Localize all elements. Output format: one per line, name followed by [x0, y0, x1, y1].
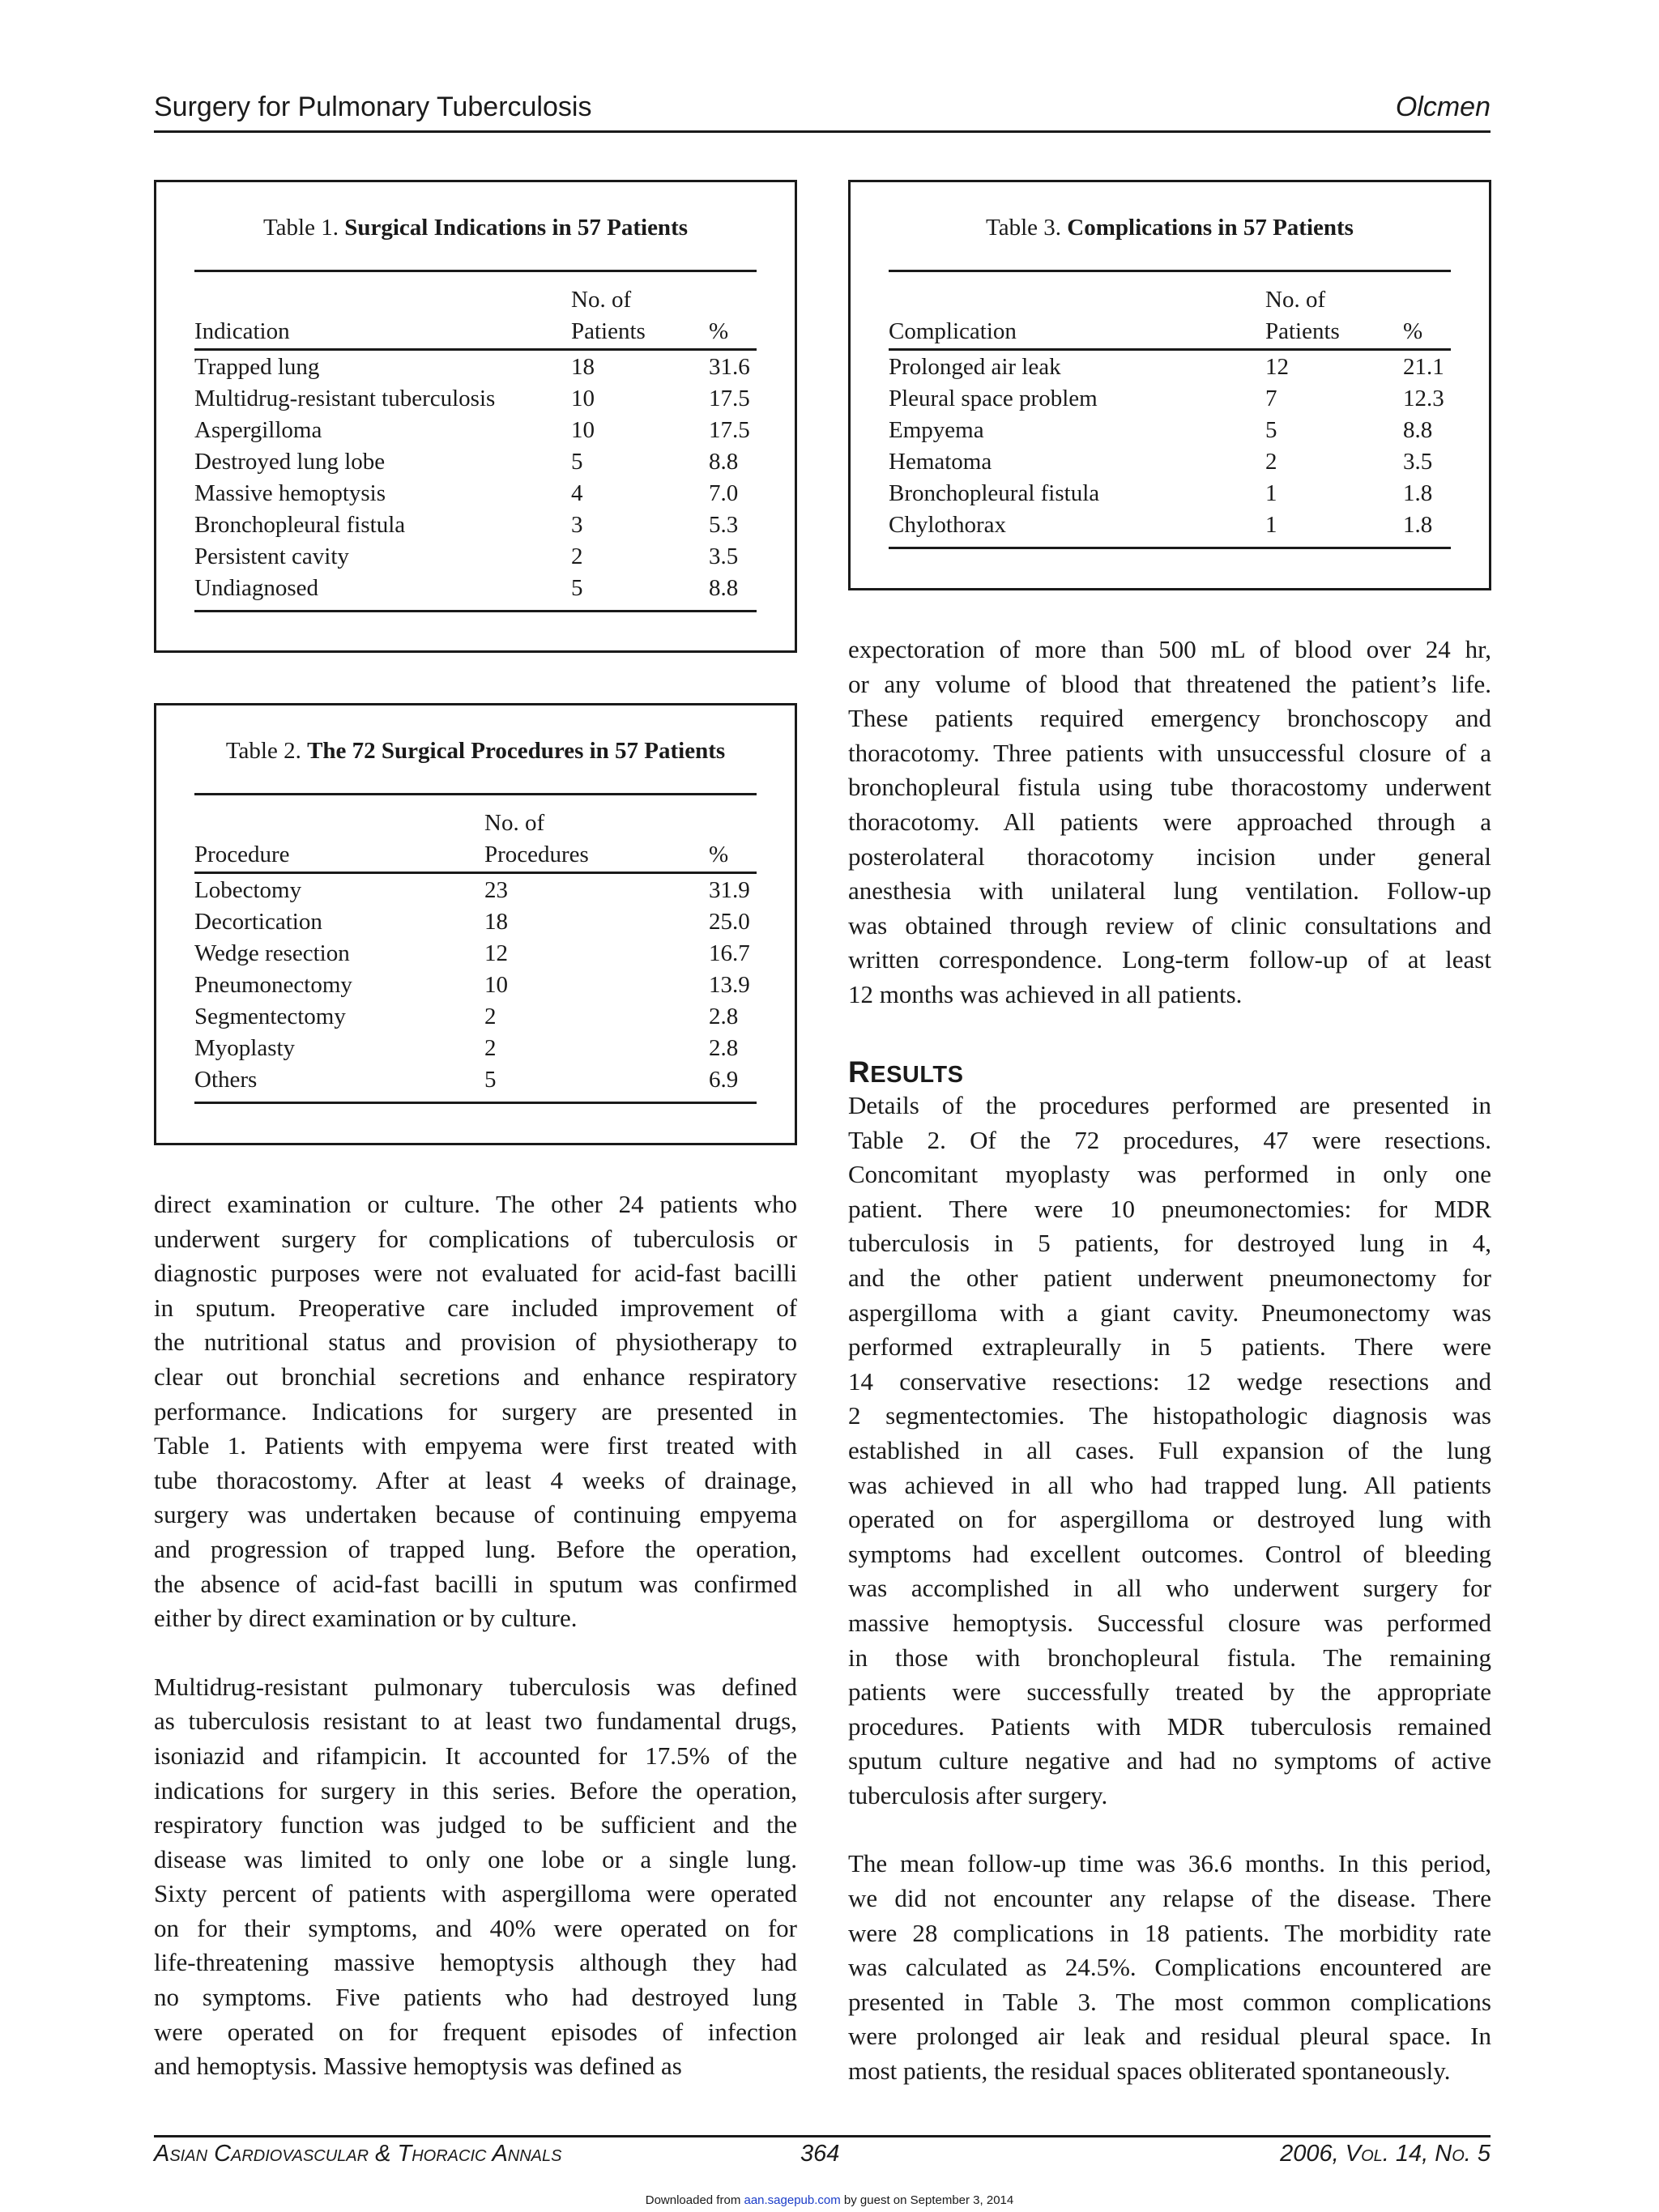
row-label: Aspergilloma — [194, 417, 322, 443]
row-percent: 3.5 — [1403, 449, 1433, 475]
row-percent: 8.8 — [1403, 417, 1433, 443]
text-line: indications for surgery in this series. Before the operation, — [154, 1775, 797, 1805]
text-line: thoracotomy. All patients were approached through a — [848, 807, 1491, 836]
row-label: Massive hemoptysis — [194, 480, 386, 506]
row-label: Myoplasty — [194, 1035, 296, 1061]
download-link[interactable]: aan.sagepub.com — [744, 2193, 841, 2207]
row-label: Empyema — [889, 417, 984, 443]
text-line: performance. Indications for surgery are presented in — [154, 1396, 797, 1426]
right-column-text-top — [848, 633, 1491, 1012]
col-head-label: Procedure — [194, 842, 290, 867]
table-3-grid — [889, 270, 1451, 549]
row-percent: 21.1 — [1403, 354, 1444, 380]
table-row — [194, 575, 757, 607]
text-line: tuberculosis in 5 patients, for destroyed lung in 4, — [848, 1229, 1491, 1258]
text-line: posterolateral thoracotomy incision under general — [848, 842, 1491, 871]
row-count: 5 — [1265, 417, 1277, 443]
col-head-label: Complication — [889, 318, 1017, 344]
table-row — [194, 1004, 757, 1035]
table-row — [194, 512, 757, 543]
row-label: Bronchopleural fistula — [889, 480, 1100, 506]
table-3-caption: Table 3. Complications in 57 Patients — [986, 215, 1354, 241]
table-row — [194, 877, 757, 909]
right-paragraph-3 — [848, 1847, 1491, 2088]
right-paragraph-1 — [848, 633, 1491, 1012]
left-paragraph-2 — [154, 1670, 797, 2084]
row-count: 7 — [1265, 386, 1277, 411]
row-percent: 17.5 — [709, 386, 750, 411]
col-head-percent: % — [709, 318, 729, 344]
text-line: no symptoms. Five patients who had destroyed lung — [154, 1983, 797, 2012]
text-line: was calculated as 24.5%. Complications encountered are — [848, 1953, 1491, 1982]
text-line: we did not encounter any relapse of the disease. There — [848, 1884, 1491, 1913]
table-2 — [154, 703, 797, 1145]
text-line: surgery was undertaken because of continuing empyema — [154, 1500, 797, 1529]
col-head-count-line1: No. of — [484, 810, 545, 836]
row-label: Destroyed lung lobe — [194, 449, 386, 475]
row-percent: 6.9 — [709, 1067, 739, 1093]
col-head-count-line2: Procedures — [484, 842, 589, 867]
text-line: sputum culture negative and had no symptoms of active — [848, 1746, 1491, 1775]
table-row — [194, 386, 757, 417]
row-label: Bronchopleural fistula — [194, 512, 406, 538]
text-line: diagnostic purposes were not evaluated for acid-fast bacilli — [154, 1259, 797, 1288]
table-row — [194, 417, 757, 449]
text-line: anesthesia with unilateral lung ventilation. Follow-up — [848, 876, 1491, 906]
row-count: 18 — [484, 909, 508, 935]
footer-page-number: 364 — [800, 2141, 840, 2167]
row-count: 1 — [1265, 480, 1277, 506]
text-line: patient. There were 10 pneumonectomies: for MDR — [848, 1194, 1491, 1223]
table-row — [194, 354, 757, 386]
text-line: were 28 complications in 18 patients. The morbidity rate — [848, 1918, 1491, 1947]
row-label: Decortication — [194, 909, 322, 935]
text-line: respiratory function was judged to be sufficient and the — [154, 1810, 797, 1839]
text-line: massive hemoptysis. Successful closure was performed — [848, 1608, 1491, 1637]
left-paragraph-1 — [154, 1187, 797, 1636]
text-line: the nutritional status and provision of physiotherapy to — [154, 1328, 797, 1357]
table-row — [194, 1067, 757, 1098]
row-count: 12 — [1265, 354, 1289, 380]
footer-volume: 2006, Vol. 14, No. 5 — [1280, 2141, 1491, 2167]
row-percent: 16.7 — [709, 940, 750, 966]
row-count: 10 — [571, 417, 595, 443]
table-row — [889, 449, 1451, 480]
table-3 — [848, 180, 1491, 590]
text-line: procedures. Patients with MDR tuberculosis remained — [848, 1711, 1491, 1741]
text-line: either by direct examination or by culture. — [154, 1604, 578, 1633]
table-1-caption: Table 1. Surgical Indications in 57 Patients — [262, 215, 689, 241]
text-line: 14 conservative resections: 12 wedge resections and — [848, 1366, 1491, 1396]
text-line: the absence of acid-fast bacilli in sputum was confirmed — [154, 1569, 797, 1598]
text-line: were operated on for frequent episodes of infection — [154, 2017, 797, 2046]
right-column-text-bottom — [848, 1089, 1491, 2089]
table-row — [194, 909, 757, 940]
text-line: most patients, the residual spaces obliterated spontaneously. — [848, 2056, 1451, 2086]
text-line: life-threatening massive hemoptysis although they had — [154, 1948, 797, 1977]
text-line: Table 1. Patients with empyema were first treated with — [154, 1431, 797, 1460]
row-count: 3 — [571, 512, 583, 538]
text-line: 12 months was achieved in all patients. — [848, 979, 1243, 1008]
row-percent: 2.8 — [709, 1004, 739, 1029]
table-1-grid — [194, 270, 757, 612]
table-row — [194, 940, 757, 972]
row-label: Pleural space problem — [889, 386, 1098, 411]
table-row — [889, 417, 1451, 449]
row-percent: 2.8 — [709, 1035, 739, 1061]
row-count: 2 — [484, 1035, 497, 1061]
text-line: and the other patient underwent pneumonectomy for — [848, 1263, 1491, 1292]
table-row — [194, 480, 757, 512]
text-line: Sixty percent of patients with aspergilloma were operated — [154, 1879, 797, 1908]
left-column-text — [154, 1187, 797, 2084]
row-percent: 7.0 — [709, 480, 739, 506]
footer-rule — [154, 2135, 1491, 2137]
table-row — [194, 1035, 757, 1067]
text-line: direct examination or culture. The other 24 patients who — [154, 1190, 797, 1218]
text-line: was obtained through review of clinic consultations and — [848, 910, 1491, 940]
row-percent: 1.8 — [1403, 512, 1433, 538]
row-label: Wedge resection — [194, 940, 350, 966]
text-line: symptoms had excellent outcomes. Control of bleeding — [848, 1539, 1491, 1568]
col-head-percent: % — [709, 842, 729, 867]
text-line: was achieved in all who had trapped lung. All patients — [848, 1470, 1491, 1499]
table-row — [889, 512, 1451, 543]
text-line: tube thoracostomy. After at least 4 weeks of drainage, — [154, 1465, 797, 1494]
text-line: expectoration of more than 500 mL of blood over 24 hr, — [848, 635, 1491, 663]
row-count: 10 — [571, 386, 595, 411]
text-line: and hemoptysis. Massive hemoptysis was defined as — [154, 2052, 682, 2081]
table-row — [194, 972, 757, 1004]
running-header-title: Surgery for Pulmonary Tuberculosis — [154, 92, 592, 122]
col-head-count-line2: Patients — [571, 318, 646, 344]
row-percent: 13.9 — [709, 972, 750, 998]
col-head-count-line1: No. of — [1265, 287, 1326, 313]
text-line: Concomitant myoplasty was performed in only one — [848, 1160, 1491, 1189]
text-line: performed extrapleurally in 5 patients. There were — [848, 1332, 1491, 1362]
text-line: These patients required emergency bronchoscopy and — [848, 704, 1491, 733]
text-line: were prolonged air leak and residual pleural space. In — [848, 2022, 1491, 2051]
table-row — [194, 449, 757, 480]
row-percent: 17.5 — [709, 417, 750, 443]
row-count: 2 — [484, 1004, 497, 1029]
row-percent: 1.8 — [1403, 480, 1433, 506]
text-line: Table 2. Of the 72 procedures, 47 were resections. — [848, 1125, 1491, 1154]
row-count: 18 — [571, 354, 595, 380]
text-line: and progression of trapped lung. Before the operation, — [154, 1534, 797, 1563]
table-2-caption: Table 2. The 72 Surgical Procedures in 57 Patients — [225, 738, 726, 764]
row-count: 5 — [571, 449, 583, 475]
text-line: on for their symptoms, and 40% were operated on for — [154, 1913, 797, 1942]
text-line: established in all cases. Full expansion of the lung — [848, 1435, 1491, 1464]
row-count: 1 — [1265, 512, 1277, 538]
row-count: 2 — [571, 543, 583, 569]
row-label: Persistent cavity — [194, 543, 349, 569]
row-label: Others — [194, 1067, 258, 1093]
row-percent: 5.3 — [709, 512, 739, 538]
text-line: thoracotomy. Three patients with unsuccessful closure of a — [848, 738, 1491, 767]
row-count: 4 — [571, 480, 583, 506]
table-row — [194, 543, 757, 575]
row-label: Lobectomy — [194, 877, 302, 903]
text-line: was accomplished in all who underwent surgery for — [848, 1574, 1491, 1603]
text-line: Details of the procedures performed are presented in — [848, 1091, 1491, 1119]
row-percent: 12.3 — [1403, 386, 1444, 411]
row-count: 23 — [484, 877, 508, 903]
col-head-count-line2: Patients — [1265, 318, 1340, 344]
row-count: 2 — [1265, 449, 1277, 475]
col-head-label: Indication — [194, 318, 290, 344]
row-label: Chylothorax — [889, 512, 1006, 538]
text-line: or any volume of blood that threatened the patient’s life. — [848, 669, 1491, 698]
text-line: patients were successfully treated by the appropriate — [848, 1677, 1491, 1707]
text-line: tuberculosis after surgery. — [848, 1780, 1108, 1809]
text-line: presented in Table 3. The most common complications — [848, 1987, 1491, 2016]
row-label: Undiagnosed — [194, 575, 319, 601]
table-1 — [154, 180, 797, 653]
text-line: as tuberculosis resistant to at least two fundamental drugs, — [154, 1707, 797, 1736]
header-rule — [154, 130, 1491, 133]
row-label: Trapped lung — [194, 354, 320, 380]
row-label: Multidrug-resistant tuberculosis — [194, 386, 496, 411]
table-row — [889, 480, 1451, 512]
text-line: clear out bronchial secretions and enhance respiratory — [154, 1362, 797, 1391]
text-line: in those with bronchopleural fistula. The remaining — [848, 1643, 1491, 1672]
text-line: in sputum. Preoperative care included improvement of — [154, 1293, 797, 1322]
text-line: The mean follow-up time was 36.6 months. In this period, — [848, 1849, 1491, 1878]
table-row — [889, 386, 1451, 417]
row-label: Hematoma — [889, 449, 992, 475]
text-line: disease was limited to only one lobe or a single lung. — [154, 1844, 797, 1873]
text-line: 2 segmentectomies. The histopathologic diagnosis was — [848, 1401, 1491, 1430]
text-line: aspergilloma with a giant cavity. Pneumonectomy was — [848, 1298, 1491, 1327]
row-label: Segmentectomy — [194, 1004, 346, 1029]
running-header-author: Olcmen — [1395, 92, 1491, 122]
row-percent: 31.9 — [709, 877, 750, 903]
row-percent: 3.5 — [709, 543, 739, 569]
row-count: 5 — [484, 1067, 497, 1093]
text-line: written correspondence. Long-term follow-up of at least — [848, 945, 1491, 974]
text-line: underwent surgery for complications of tuberculosis or — [154, 1224, 797, 1253]
text-line: isoniazid and rifampicin. It accounted for 17.5% of the — [154, 1741, 797, 1770]
text-line: operated on for aspergilloma or destroyed lung with — [848, 1505, 1491, 1534]
footer-journal: Asian Cardiovascular & Thoracic Annals — [154, 2141, 562, 2167]
row-count: 12 — [484, 940, 508, 966]
row-percent: 8.8 — [709, 449, 739, 475]
table-row — [889, 354, 1451, 386]
text-line: Multidrug-resistant pulmonary tuberculosis was defined — [154, 1672, 797, 1701]
results-heading: RESULTS — [848, 1055, 964, 1089]
right-paragraph-2 — [848, 1089, 1491, 1813]
col-head-count-line1: No. of — [571, 287, 632, 313]
col-head-percent: % — [1403, 318, 1423, 344]
row-label: Pneumonectomy — [194, 972, 352, 998]
row-percent: 25.0 — [709, 909, 750, 935]
row-percent: 31.6 — [709, 354, 750, 380]
table-2-grid — [194, 793, 757, 1104]
text-line: bronchopleural fistula using tube thoracostomy underwent — [848, 773, 1491, 802]
row-percent: 8.8 — [709, 575, 739, 601]
download-notice: Downloaded from aan.sagepub.com by guest on September 3, 2014 — [645, 2193, 1014, 2207]
row-count: 10 — [484, 972, 508, 998]
row-label: Prolonged air leak — [889, 354, 1061, 380]
row-count: 5 — [571, 575, 583, 601]
